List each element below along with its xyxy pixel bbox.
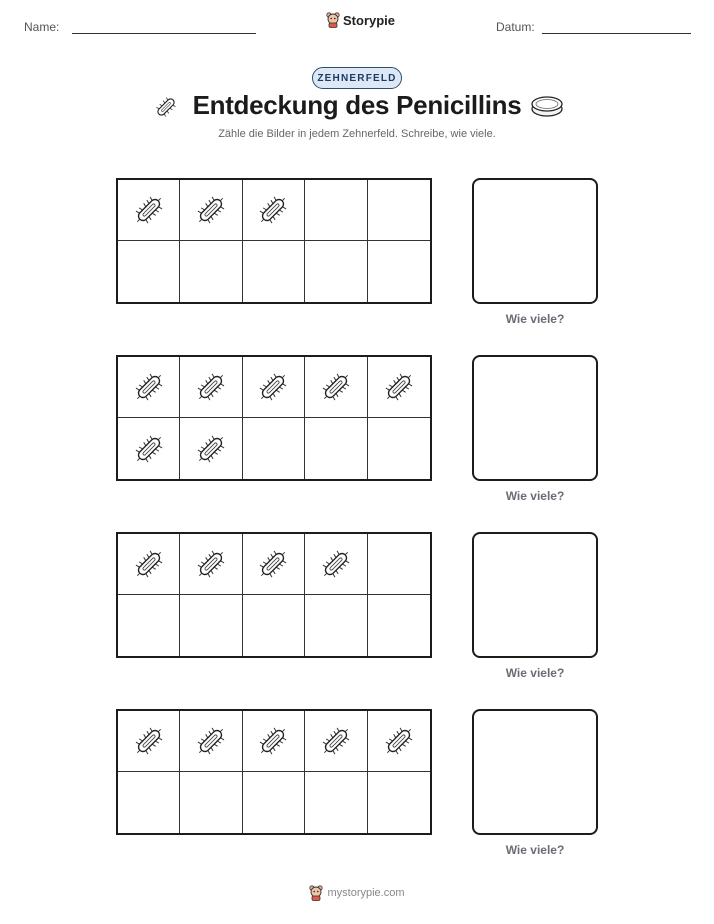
ten-frame-cell bbox=[243, 711, 305, 772]
ten-frame-cell bbox=[118, 595, 180, 656]
worksheet-type-badge: ZEHNERFELD bbox=[312, 67, 402, 89]
ten-frame-cell bbox=[368, 241, 430, 302]
footer bbox=[0, 885, 714, 901]
answer-label-3: Wie viele? bbox=[505, 666, 565, 680]
bacterium-icon bbox=[193, 723, 229, 759]
bacterium-icon bbox=[193, 546, 229, 582]
ten-frame-cell bbox=[118, 772, 180, 833]
answer-label-4: Wie viele? bbox=[505, 843, 565, 857]
ten-frame-cell bbox=[180, 241, 242, 302]
ten-frame-cell bbox=[305, 418, 367, 479]
ten-frame-cell bbox=[118, 711, 180, 772]
brand-name: Storypie bbox=[343, 12, 396, 28]
bacterium-icon bbox=[131, 431, 167, 467]
ten-frame-cell bbox=[180, 418, 242, 479]
ten-frame-cell bbox=[118, 180, 180, 241]
bacterium-icon bbox=[131, 723, 167, 759]
ten-frame-1 bbox=[116, 178, 432, 304]
ten-frame-cell bbox=[180, 711, 242, 772]
ten-frame-cell bbox=[368, 595, 430, 656]
ten-frame-cell bbox=[118, 534, 180, 595]
bacterium-icon bbox=[131, 369, 167, 405]
bacterium-icon bbox=[193, 192, 229, 228]
answer-label-2: Wie viele? bbox=[505, 489, 565, 503]
answer-box-2[interactable] bbox=[472, 355, 598, 481]
date-line[interactable] bbox=[542, 33, 691, 34]
ten-frame-cell bbox=[118, 241, 180, 302]
ten-frame-cell bbox=[180, 772, 242, 833]
bacterium-icon bbox=[381, 369, 417, 405]
name-line[interactable] bbox=[72, 33, 256, 34]
ten-frame-4 bbox=[116, 709, 432, 835]
ten-frame-cell bbox=[305, 357, 367, 418]
ten-frame-cell bbox=[180, 595, 242, 656]
ten-frame-cell bbox=[305, 772, 367, 833]
ten-frame-cell bbox=[243, 772, 305, 833]
bacterium-icon bbox=[255, 723, 291, 759]
mascot-icon bbox=[309, 885, 323, 901]
ten-frame-cell bbox=[305, 180, 367, 241]
ten-frame-cell bbox=[180, 534, 242, 595]
ten-frame-cell bbox=[180, 180, 242, 241]
name-label: Name: bbox=[24, 20, 60, 34]
ten-frame-cell bbox=[368, 180, 430, 241]
bacterium-icon bbox=[255, 192, 291, 228]
bacterium-icon bbox=[193, 431, 229, 467]
ten-frame-3 bbox=[116, 532, 432, 658]
bacterium-icon bbox=[131, 546, 167, 582]
bacterium-icon bbox=[318, 723, 354, 759]
footer-url: mystorypie.com bbox=[327, 887, 405, 899]
ten-frame-cell bbox=[368, 711, 430, 772]
bacterium-icon bbox=[255, 546, 291, 582]
ten-frame-cell bbox=[118, 418, 180, 479]
instructions: Zähle die Bilder in jedem Zehnerfeld. Schreibe, wie viele. bbox=[218, 128, 496, 140]
ten-frame-cell bbox=[243, 180, 305, 241]
ten-frame-cell bbox=[368, 534, 430, 595]
ten-frame-cell bbox=[243, 418, 305, 479]
bacterium-icon bbox=[255, 369, 291, 405]
ten-frame-cell bbox=[305, 241, 367, 302]
answer-label-1: Wie viele? bbox=[505, 312, 565, 326]
ten-frame-cell bbox=[243, 534, 305, 595]
petri-dish-icon bbox=[530, 94, 564, 120]
bacterium-icon bbox=[381, 723, 417, 759]
ten-frame-cell bbox=[243, 241, 305, 302]
ten-frame-cell bbox=[243, 357, 305, 418]
ten-frame-cell bbox=[180, 357, 242, 418]
answer-box-4[interactable] bbox=[472, 709, 598, 835]
ten-frame-cell bbox=[305, 711, 367, 772]
ten-frame-cell bbox=[368, 772, 430, 833]
answer-box-3[interactable] bbox=[472, 532, 598, 658]
bacterium-icon bbox=[318, 546, 354, 582]
page-title: Entdeckung des Penicillins bbox=[192, 90, 522, 120]
bacterium-icon bbox=[318, 369, 354, 405]
ten-frame-cell bbox=[305, 595, 367, 656]
ten-frame-cell bbox=[368, 418, 430, 479]
bacterium-icon bbox=[131, 192, 167, 228]
ten-frame-cell bbox=[368, 357, 430, 418]
ten-frame-cell bbox=[118, 357, 180, 418]
bacterium-icon bbox=[193, 369, 229, 405]
ten-frame-cell bbox=[305, 534, 367, 595]
answer-box-1[interactable] bbox=[472, 178, 598, 304]
date-label: Datum: bbox=[496, 20, 535, 34]
brand-logo bbox=[326, 12, 395, 28]
ten-frame-2 bbox=[116, 355, 432, 481]
mascot-icon bbox=[326, 12, 340, 28]
ten-frame-cell bbox=[243, 595, 305, 656]
